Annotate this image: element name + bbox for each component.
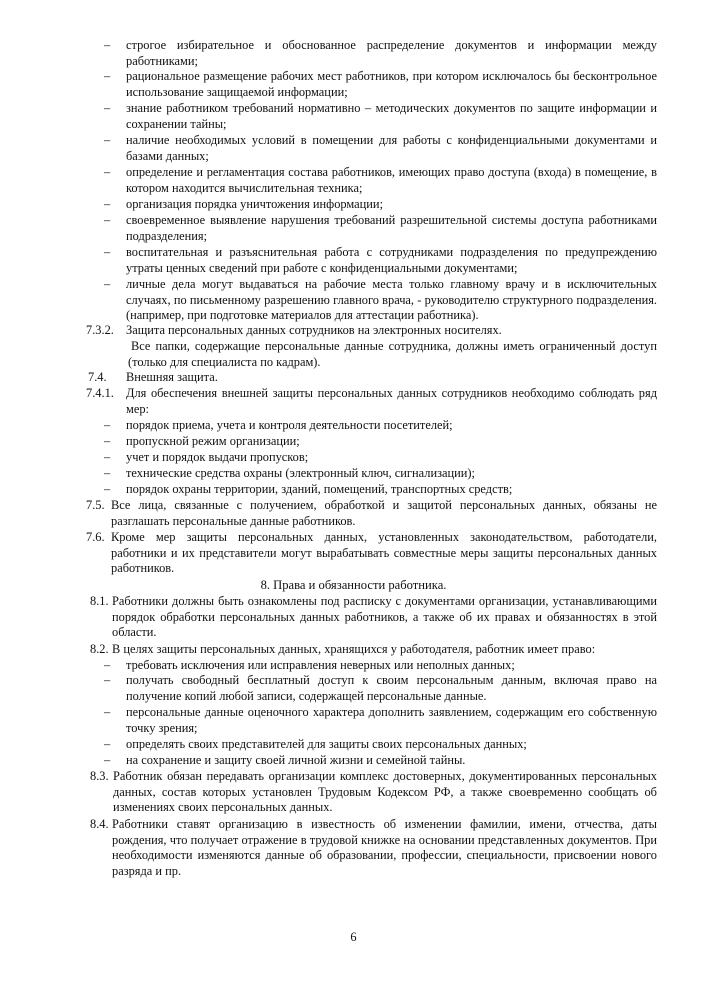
bullet-dash: –	[104, 38, 111, 52]
clause-text: порядок приема, учета и контроля деятельности посетителей;	[126, 418, 453, 432]
bullet-dash: –	[104, 434, 111, 448]
bullet-dash: –	[104, 245, 111, 259]
bullet-dash: –	[104, 673, 111, 687]
clause-text: наличие необходимых условий в помещении для работы с конфиденциальными документами и базами данных;	[126, 133, 657, 163]
bullet-dash: –	[104, 133, 111, 147]
clause-text: Внешняя защита.	[126, 370, 218, 384]
bullet-dash: –	[104, 69, 111, 83]
clause-text: учет и порядок выдачи пропусков;	[126, 450, 309, 464]
bullet-dash: –	[104, 705, 111, 719]
clause-text: своевременное выявление нарушения требований разрешительной системы доступа работниками подразделения;	[126, 213, 657, 243]
bullet-dash: –	[104, 753, 111, 767]
clause-text: воспитательная и разъяснительная работа с сотрудниками подразделения по предупреждению утраты ценных сведений при работе с конфиденциальными документами;	[126, 245, 657, 275]
clause-text: Защита персональных данных сотрудников на электронных носителях.	[126, 323, 502, 337]
clause-number: 7.4.1.	[86, 386, 114, 400]
bullet-dash: –	[104, 482, 111, 496]
clause-text: получать свободный бесплатный доступ к своим персональным данным, включая право на получение копий любой записи, содержащей персональные данные.	[126, 673, 657, 703]
clause-text: организация порядка уничтожения информации;	[126, 197, 384, 211]
clause-text: Кроме мер защиты персональных данных, установленных законодательством, работодатели, работники и их представители могут вырабатывать совместные меры защиты персональных данных работников.	[111, 530, 657, 576]
clause-text: Все папки, содержащие персональные данные сотрудника, должны иметь ограниченный доступ (только для специалиста по кадрам).	[128, 339, 657, 369]
clause-text: Работники должны быть ознакомлены под расписку с документами организации, устанавливающими порядок обработки персональных данных работников, а также об их правах и обязанностях в этой области.	[112, 594, 657, 640]
clause-text: технические средства охраны (электронный ключ, сигнализации);	[126, 466, 475, 480]
clause-text: определение и регламентация состава работников, имеющих право доступа (входа) в помещение, в котором находится вычислительная техника;	[126, 165, 657, 195]
clause-text: Работники ставят организацию в известность об изменении фамилии, имени, отчества, даты рождения, что получает отражение в трудовой книжке на основании представленных документов. При необходимости изменяются данные об образовании, профессии, специальности, присвоении нового разряда и пр.	[112, 817, 657, 878]
bullet-dash: –	[104, 165, 111, 179]
section-heading: 8. Права и обязанности работника.	[260, 578, 447, 592]
bullet-dash: –	[104, 737, 111, 751]
clause-number: 8.3.	[90, 769, 109, 783]
clause-text: Работник обязан передавать организации комплекс достоверных, документированных персональных данных, состав которых установлен Трудовым Кодексом РФ, а также своевременно сообщать об изменениях своих персональных данных.	[113, 769, 657, 815]
clause-text: В целях защиты персональных данных, хранящихся у работодателя, работник имеет право:	[112, 642, 596, 656]
bullet-dash: –	[104, 658, 111, 672]
clause-text: рациональное размещение рабочих мест работников, при котором исключалось бы бесконтрольное использование защищаемой информации;	[126, 69, 657, 99]
clause-text: на сохранение и защиту своей личной жизни и семейной тайны.	[126, 753, 466, 767]
clause-number: 7.3.2.	[86, 323, 114, 337]
clause-text: строгое избирательное и обоснованное распределение документов и информации между работниками;	[126, 38, 657, 68]
bullet-dash: –	[104, 197, 111, 211]
bullet-dash: –	[104, 466, 111, 480]
clause-number: 7.6.	[86, 530, 105, 544]
clause-number: 7.5.	[86, 498, 105, 512]
clause-text: Для обеспечения внешней защиты персональных данных сотрудников необходимо соблюдать ряд мер:	[126, 386, 657, 416]
clause-text: порядок охраны территории, зданий, помещений, транспортных средств;	[126, 482, 513, 496]
bullet-dash: –	[104, 450, 111, 464]
clause-text: пропускной режим организации;	[126, 434, 300, 448]
clause-number: 7.4.	[88, 370, 107, 384]
bullet-dash: –	[104, 101, 111, 115]
bullet-dash: –	[104, 418, 111, 432]
bullet-dash: –	[104, 277, 111, 291]
clause-number: 8.4.	[90, 817, 109, 831]
clause-number: 8.1.	[90, 594, 109, 608]
clause-text: Все лица, связанные с получением, обработкой и защитой персональных данных, обязаны не разглашать персональные данные работников.	[111, 498, 657, 528]
clause-text: требовать исключения или исправления неверных или неполных данных;	[126, 658, 515, 672]
clause-text: персональные данные оценочного характера дополнить заявлением, содержащим его собственную точку зрения;	[126, 705, 657, 735]
clause-text: личные дела могут выдаваться на рабочие места только главному врачу и в исключительных случаях, по письменному разрешению главного врача, - руководителю структурного подразделения. (например, при подготовке материалов для аттестации работника).	[126, 277, 657, 323]
clause-text: знание работником требований нормативно – методических документов по защите информации и сохранении тайны;	[126, 101, 657, 131]
bullet-dash: –	[104, 213, 111, 227]
clause-text: определять своих представителей для защиты своих персональных данных;	[126, 737, 527, 751]
clause-number: 8.2.	[90, 642, 109, 656]
page-number: 6	[350, 930, 357, 944]
